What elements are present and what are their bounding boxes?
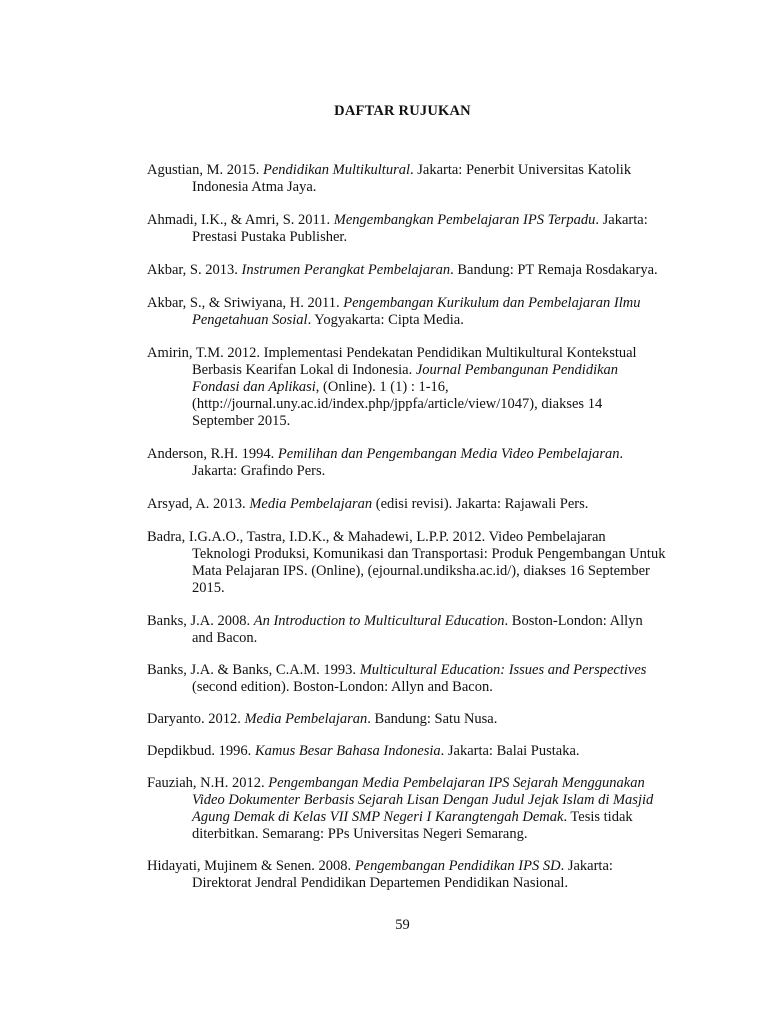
reference-title: Media Pembelajaran xyxy=(249,496,373,512)
reference-text: Daryanto. 2012. xyxy=(147,711,245,727)
reference-title: Pemilihan dan Pengembangan Media Video Pembelajaran xyxy=(277,446,620,462)
reference-title: Multicultural Education: Issues and Perspectives xyxy=(359,662,647,678)
reference-text: Agustian, M. 2015. xyxy=(147,162,263,178)
reference-title: Pengembangan Kurikulum dan Pembelajaran Ilmu Pengetahuan Sosial xyxy=(192,295,641,328)
reference-title: Journal Pembangunan Pendidikan Fondasi dan Aplikasi xyxy=(192,362,619,395)
reference-text: . Jakarta: Direktorat Jendral Pendidikan Departemen Pendidikan Nasional. xyxy=(192,858,613,891)
reference-text: (edisi revisi). Jakarta: Rajawali Pers. xyxy=(372,496,589,512)
reference-text: (second edition). Boston-London: Allyn and Bacon. xyxy=(192,679,493,695)
reference-text: Fauziah, N.H. 2012. xyxy=(147,775,269,791)
reference-entry xyxy=(147,529,667,597)
reference-text: Arsyad, A. 2013. xyxy=(147,496,250,512)
reference-text: Akbar, S., & Sriwiyana, H. 2011. xyxy=(147,295,344,311)
reference-text: . Bandung: PT Remaja Rosdakarya. xyxy=(450,262,658,278)
reference-entry xyxy=(147,711,667,728)
reference-text: Banks, J.A. & Banks, C.A.M. 1993. xyxy=(147,662,360,678)
reference-title: Instrumen Perangkat Pembelajaran xyxy=(241,262,451,278)
reference-text: . Jakarta: Balai Pustaka. xyxy=(440,743,580,759)
reference-text: . Jakarta: Penerbit Universitas Katolik Indonesia Atma Jaya. xyxy=(192,162,632,195)
reference-text: Banks, J.A. 2008. xyxy=(147,613,254,629)
reference-title: Kamus Besar Bahasa Indonesia xyxy=(254,743,441,759)
reference-entry xyxy=(147,613,667,647)
reference-entry xyxy=(147,775,667,843)
reference-title: Pengembangan Pendidikan IPS SD xyxy=(354,858,561,874)
reference-entry xyxy=(147,496,667,513)
reference-entry xyxy=(147,743,667,760)
reference-text: Badra, I.G.A.O., Tastra, I.D.K., & Mahadewi, L.P.P. 2012. Video Pembelajaran Teknologi Produksi, Komunikasi dan Transportasi: Produk Pengembangan Untuk Mata Pelajaran IPS. (Online), (ejournal.undiksha.ac.id/), diakses 16 September 2015. xyxy=(147,529,666,596)
reference-text: Depdikbud. 1996. xyxy=(147,743,255,759)
reference-text: Ahmadi, I.K., & Amri, S. 2011. xyxy=(147,212,334,228)
reference-text: . Jakarta: Grafindo Pers. xyxy=(192,446,624,479)
page-number: 59 xyxy=(395,917,410,933)
reference-entry xyxy=(147,662,667,696)
reference-entry xyxy=(147,345,667,430)
reference-text: Hidayati, Mujinem & Senen. 2008. xyxy=(147,858,355,874)
reference-text: . Bandung: Satu Nusa. xyxy=(367,711,498,727)
reference-text: . Boston-London: Allyn and Bacon. xyxy=(192,613,643,646)
reference-title: Pendidikan Multikultural xyxy=(263,162,410,178)
reference-entry xyxy=(147,162,667,196)
reference-text: Anderson, R.H. 1994. xyxy=(147,446,278,462)
reference-list xyxy=(147,162,667,907)
reference-text: . Tesis tidak diterbitkan. Semarang: PPs Universitas Negeri Semarang. xyxy=(192,809,633,842)
reference-title: Pengembangan Media Pembelajaran IPS Sejarah Menggunakan Video Dokumenter Berbasis Sejarah Lisan Dengan Judul Jejak Islam di Masjid Agung Demak di Kelas VII SMP Negeri I Karangtengah Demak xyxy=(192,775,654,825)
reference-text: Amirin, T.M. 2012. Implementasi Pendekatan Pendidikan Multikultural Kontekstual Berbasis Kearifan Lokal di Indonesia. xyxy=(147,345,637,378)
page-title: DAFTAR RUJUKAN xyxy=(334,103,471,119)
reference-entry xyxy=(147,262,667,279)
reference-text: Akbar, S. 2013. xyxy=(147,262,242,278)
reference-text: . Jakarta: Prestasi Pustaka Publisher. xyxy=(192,212,648,245)
reference-entry xyxy=(147,212,667,246)
reference-entry xyxy=(147,446,667,480)
reference-entry xyxy=(147,295,667,329)
reference-text: . Yogyakarta: Cipta Media. xyxy=(307,312,464,328)
reference-title: Mengembangkan Pembelajaran IPS Terpadu xyxy=(333,212,596,228)
reference-entry xyxy=(147,858,667,892)
reference-title: Media Pembelajaran xyxy=(244,711,368,727)
reference-title: An Introduction to Multicultural Education xyxy=(253,613,505,629)
reference-text: , (Online). 1 (1) : 1-16, (http://journal.uny.ac.id/index.php/jppfa/article/view/1047), diakses 14 September 2015. xyxy=(192,379,603,429)
